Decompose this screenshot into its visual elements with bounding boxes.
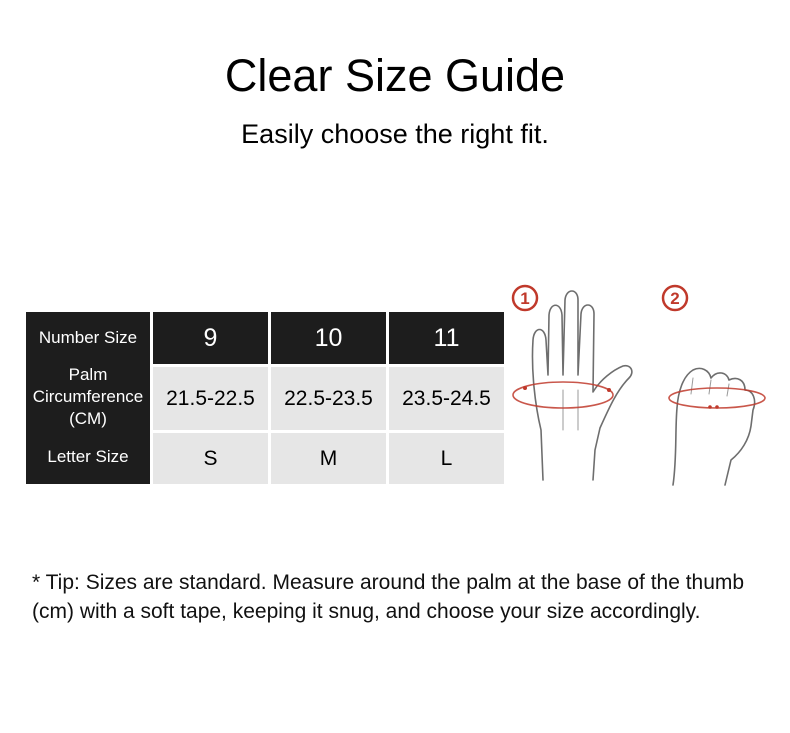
fist-hand-icon — [673, 368, 755, 485]
row-label-letter-size: Letter Size — [26, 430, 150, 484]
open-hand-icon — [532, 291, 631, 480]
step-1-badge — [513, 286, 537, 310]
number-size-11: 11 — [386, 312, 504, 364]
table-row-letter-size — [26, 430, 504, 484]
row-label-number-size: Number Size — [26, 312, 150, 364]
letter-size-m: M — [268, 430, 386, 484]
sizing-tip: * Tip: Sizes are standard. Measure around the palm at the base of the thumb (cm) with a soft tape, keeping it snug, and choose your size accordingly. — [32, 571, 745, 623]
letter-size-l: L — [386, 430, 504, 484]
number-size-10: 10 — [268, 312, 386, 364]
step-1-number: 1 — [520, 289, 530, 308]
row-label-line: Palm — [68, 365, 108, 384]
page-subtitle: Easily choose the right fit. — [241, 119, 549, 149]
number-size-9: 9 — [150, 312, 268, 364]
step-2-number: 2 — [670, 289, 680, 308]
size-chart-table — [26, 312, 504, 484]
row-label-palm-circumference — [26, 364, 150, 430]
tape-measure-fist — [669, 388, 765, 408]
letter-size-s: S — [150, 430, 268, 484]
row-label-line: Circumference — [32, 387, 144, 406]
palm-range-10: 22.5-23.5 — [268, 364, 386, 430]
row-label-line: (CM) — [69, 409, 107, 428]
palm-range-11: 23.5-24.5 — [386, 364, 504, 430]
table-row-palm-circumference — [26, 364, 504, 430]
palm-range-9: 21.5-22.5 — [150, 364, 268, 430]
hand-measurement-illustration — [505, 280, 775, 495]
table-row-number-size — [26, 312, 504, 364]
step-2-badge — [663, 286, 687, 310]
page-title: Clear Size Guide — [224, 50, 566, 101]
